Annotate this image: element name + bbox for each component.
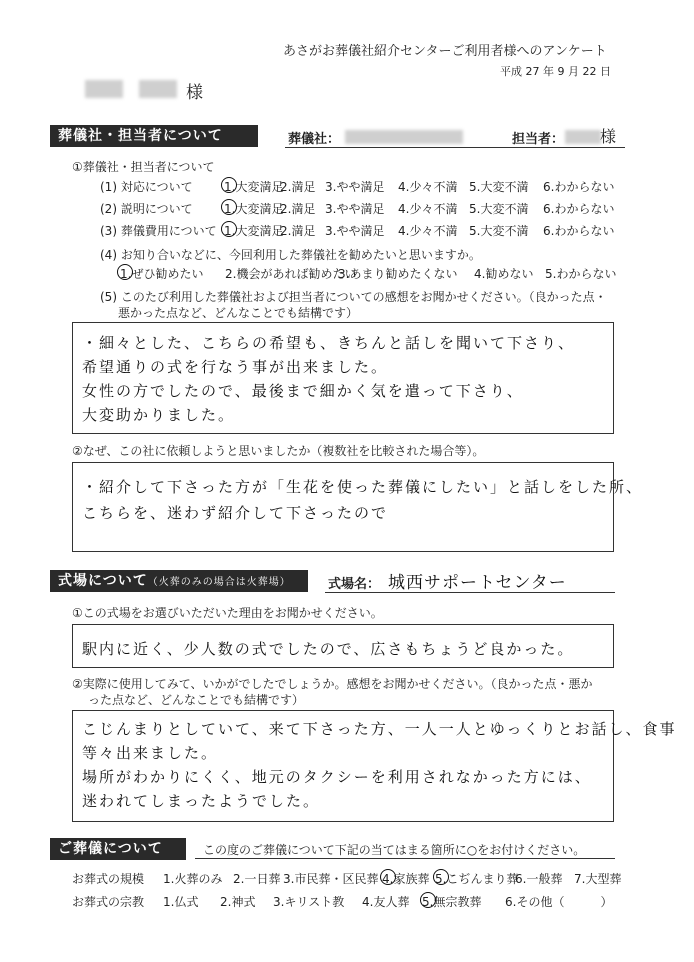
selected-circle-icon <box>380 869 396 885</box>
religion-option: 6.その他（ ） <box>505 895 613 909</box>
respondent-name <box>85 80 177 101</box>
q4-text: (4) お知り合いなどに、今回利用した葬儀社を勧めたいと思いますか。 <box>100 248 481 262</box>
survey-title: あさがお葬儀社紹介センターご利用者様へのアンケート <box>283 44 607 59</box>
rating-option: 5.大変不満 <box>469 180 529 194</box>
rating-row-label: (2) 説明について <box>100 202 193 216</box>
venue-rule <box>325 592 615 593</box>
scale-option: 1.火葬のみ <box>163 872 223 886</box>
rating-option: 6.わからない <box>543 202 615 216</box>
scale-label: お葬式の規模 <box>72 872 145 886</box>
venue-q1-text: ①この式場をお選びいただいた理由をお聞かせください。 <box>72 606 383 620</box>
venue-band-note: （火葬のみの場合は火葬場） <box>147 577 291 588</box>
venue-q2-line1: ②実際に使用してみて、いかがでしたでしょうか。感想をお聞かせください。（良かった点・悪か <box>72 677 593 691</box>
redacted-staff <box>565 130 601 144</box>
selected-circle-icon <box>117 264 133 280</box>
q5-answer-line: ・細々とした、こちらの希望も、きちんと話しを聞いて下さり、 <box>82 334 576 352</box>
redacted-given-name <box>139 80 177 98</box>
venue-name: 城西サポートセンター <box>388 573 567 593</box>
instruction-rule <box>195 858 615 859</box>
rating-option: 4.少々不満 <box>398 224 458 238</box>
religion-option: 5.無宗教葬 <box>422 895 482 909</box>
selected-circle-icon <box>221 177 237 193</box>
selected-circle-icon <box>420 892 436 908</box>
q5-answer-line: 希望通りの式を行なう事が出来ました。 <box>82 358 389 376</box>
religion-label: お葬式の宗教 <box>72 895 145 909</box>
q2-text: ②なぜ、この社に依頼しようと思いましたか（複数社を比較された場合等）。 <box>72 444 485 458</box>
rating-option: 5.大変不満 <box>469 202 529 216</box>
scale-option: 4.家族葬 <box>382 872 430 886</box>
venue-q2-answer-line: 迷われてしまったようでした。 <box>82 792 321 810</box>
rating-option: 1.大変満足 <box>224 202 284 216</box>
venue-q1-answer: 駅内に近く、少人数の式でしたので、広さもちょうど良かった。 <box>82 640 575 658</box>
q5-line2: 悪かった点など、どんなことでも結構です） <box>118 306 359 320</box>
rating-row-label: (3) 葬儀費用について <box>100 224 217 238</box>
rating-option: 2.満足 <box>280 202 316 216</box>
q5-answer-line: 女性の方でしたので、最後まで細かく気を遣って下さり、 <box>82 382 524 400</box>
venue-q2-answer-line: こじんまりとしていて、来て下さった方、一人一人とゆっくりとお話し、食事 <box>82 720 677 738</box>
q4-option: 1.ぜひ勧めたい <box>120 267 204 281</box>
section-funeral-band: ご葬儀について <box>50 838 186 860</box>
rating-option: 3.やや満足 <box>325 224 385 238</box>
venue-band-title: 式場について <box>58 573 148 589</box>
venue-label: 式場名： <box>328 577 381 592</box>
respondent-honorific: 様 <box>186 83 203 103</box>
header-rule <box>285 147 625 148</box>
venue-q2-answer-line: 場所がわかりにくく、地元のタクシーを利用されなかった方には、 <box>82 768 592 786</box>
venue-q2-answer-line: 等々出来ました。 <box>82 744 219 762</box>
q2-answer-line: こちらを、迷わず紹介して下さったので <box>82 504 389 522</box>
rating-option: 3.やや満足 <box>325 202 385 216</box>
selected-circle-icon <box>221 199 237 215</box>
section-funeral-company-band: 葬儀社・担当者について <box>50 125 258 147</box>
scale-option: 7.大型葬 <box>574 872 622 886</box>
rating-option: 6.わからない <box>543 224 615 238</box>
rating-option: 3.やや満足 <box>325 180 385 194</box>
rating-option: 1.大変満足 <box>224 224 284 238</box>
scale-option: 3.市民葬・区民葬 <box>283 872 379 886</box>
religion-option: 1.仏式 <box>163 895 199 909</box>
staff-label: 担当者： <box>512 132 565 147</box>
rating-option: 5.大変不満 <box>469 224 529 238</box>
selected-circle-icon <box>221 221 237 237</box>
rating-option: 2.満足 <box>280 180 316 194</box>
rating-option: 4.少々不満 <box>398 202 458 216</box>
q4-option: 2.機会があれば勧めたい <box>225 267 357 281</box>
rating-option: 2.満足 <box>280 224 316 238</box>
staff-honorific: 様 <box>600 127 617 146</box>
redacted-surname <box>85 80 123 98</box>
q5-line1: (5) このたび利用した葬儀社および担当者についての感想をお聞かせください。（良かった点・ <box>100 290 607 304</box>
scale-option: 5.こぢんまり葬 <box>435 872 519 886</box>
selected-circle-icon <box>433 869 449 885</box>
scale-option: 2.一日葬 <box>233 872 281 886</box>
q1-title: ①葬儀社・担当者について <box>72 160 215 174</box>
section-venue-band <box>50 570 308 592</box>
q4-option: 3.あまり勧めたくない <box>338 267 458 281</box>
religion-option: 3.キリスト教 <box>273 895 345 909</box>
religion-option: 4.友人葬 <box>362 895 410 909</box>
rating-option: 1.大変満足 <box>224 180 284 194</box>
q4-option: 5.わからない <box>545 267 617 281</box>
survey-date: 平成 27 年 9 月 22 日 <box>500 65 611 78</box>
q2-answer-line: ・紹介して下さった方が「生花を使った葬儀にしたい」と話しをした所、 <box>82 478 644 496</box>
redacted-company <box>345 130 463 144</box>
religion-option: 2.神式 <box>220 895 256 909</box>
rating-row-label: (1) 対応について <box>100 180 193 194</box>
scale-option: 6.一般葬 <box>515 872 563 886</box>
rating-option: 6.わからない <box>543 180 615 194</box>
venue-q2-line2: った点など、どんなことでも結構です） <box>88 693 305 707</box>
q5-answer-line: 大変助かりました。 <box>82 406 236 424</box>
funeral-instruction: この度のご葬儀について下記の当てはまる箇所に○をお付けください。 <box>203 843 586 857</box>
rating-option: 4.少々不満 <box>398 180 458 194</box>
q4-option: 4.勧めない <box>474 267 534 281</box>
company-label: 葬儀社： <box>288 132 341 147</box>
